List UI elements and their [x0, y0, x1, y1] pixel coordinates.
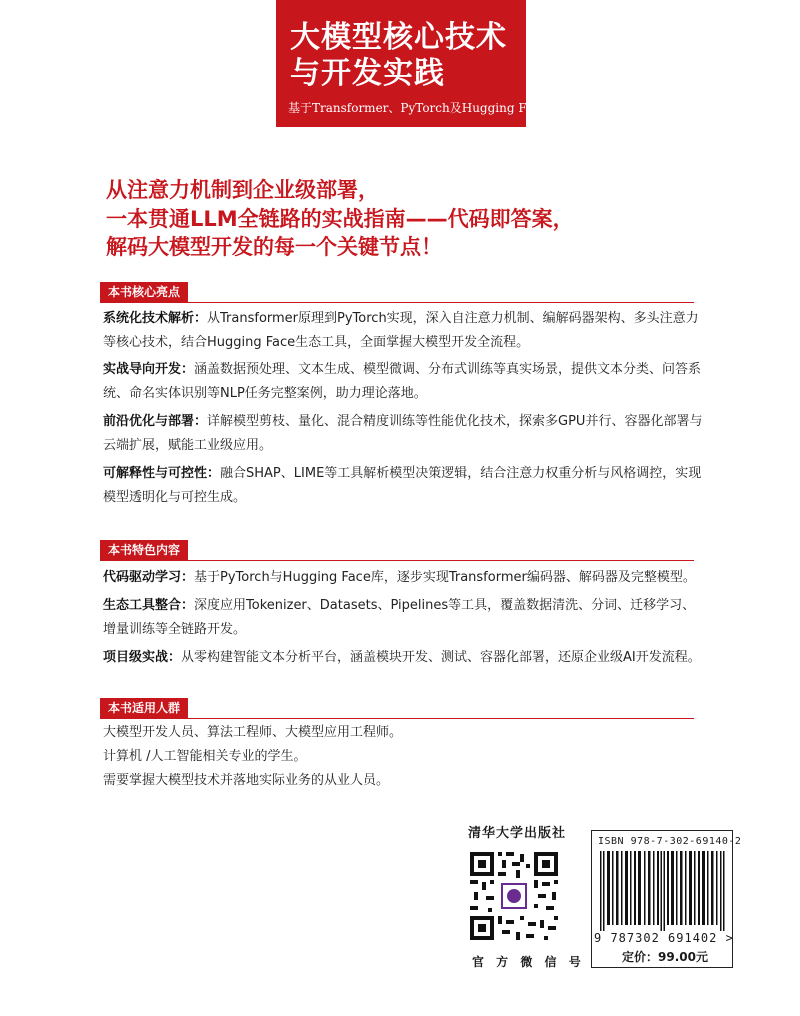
highlight-item-body: 融合SHAP、LIME等工具解析模型决策逻辑，结合注意力权重分析与风格调控，实现模型透明化与可控生成。	[103, 466, 702, 505]
highlight-item-body: 详解模型剪枝、量化、混合精度训练等性能优化技术，探索多GPU并行、容器化部署与云端扩展，赋能工业级应用。	[103, 414, 703, 453]
highlight-item	[103, 462, 703, 510]
audience-item: 大模型开发人员、算法工程师、大模型应用工程师。	[103, 725, 403, 740]
feature-item-head: 项目级实战：	[103, 650, 182, 665]
isbn-barcode	[591, 830, 742, 968]
feature-item	[103, 566, 703, 590]
slogan-line3: 解码大模型开发的每一个关键节点！	[106, 235, 442, 259]
section-divider	[100, 302, 694, 303]
section-label-features: 本书特色内容	[100, 540, 188, 560]
section-divider	[100, 718, 694, 719]
highlight-item-head: 前沿优化与部署：	[103, 414, 208, 429]
wechat-label: 官 方 微 信 号	[472, 955, 585, 969]
highlight-item	[103, 358, 703, 406]
ean-digits: 9 787302 691402 >	[594, 931, 734, 945]
feature-item-body: 深度应用Tokenizer、Datasets、Pipelines等工具，覆盖数据清洗、分词、迁移学习、增量训练等全链路开发。	[103, 598, 696, 637]
section-divider	[100, 560, 694, 561]
highlight-item-body: 涵盖数据预处理、文本生成、模型微调、分布式训练等真实场景，提供文本分类、问答系统、命名实体识别等NLP任务完整案例，助力理论落地。	[103, 362, 702, 401]
section-label-audience: 本书适用人群	[100, 698, 188, 718]
highlight-item-head: 实战导向开发：	[103, 362, 195, 377]
highlight-item-body: 从Transformer原理到PyTorch实现，深入自注意力机制、编解码器架构、多头注意力等核心技术，结合Hugging Face生态工具，全面掌握大模型开发全流程。	[103, 311, 699, 350]
feature-item	[103, 646, 703, 670]
book-subtitle: 基于Transformer、PyTorch及Hugging Face	[288, 101, 547, 115]
highlight-item	[103, 410, 703, 458]
qr-code-icon	[468, 850, 560, 942]
feature-item-head: 代码驱动学习：	[103, 570, 195, 585]
publisher-name: 清华大学出版社	[468, 826, 567, 841]
highlight-item	[103, 307, 703, 355]
barcode-icon	[598, 851, 726, 931]
audience-item: 需要掌握大模型技术并落地实际业务的从业人员。	[103, 773, 390, 788]
feature-item-body: 从零构建智能文本分析平台，涵盖模块开发、测试、容器化部署，还原企业级AI开发流程。	[181, 650, 701, 665]
slogan-line2: 一本贯通LLM全链路的实战指南——代码即答案，	[106, 207, 574, 231]
isbn-number: ISBN 978-7-302-69140-2	[598, 836, 742, 847]
slogan-line1: 从注意力机制到企业级部署，	[106, 178, 379, 202]
feature-item-head: 生态工具整合：	[103, 598, 195, 613]
book-title-line1: 大模型核心技术	[290, 20, 507, 55]
highlight-item-head: 可解释性与可控性：	[103, 466, 221, 481]
feature-item-body: 基于PyTorch与Hugging Face库，逐步实现Transformer编码器、解码器及完整模型。	[194, 570, 696, 585]
feature-item	[103, 594, 703, 642]
highlight-item-head: 系统化技术解析：	[103, 311, 208, 326]
book-price: 定价：99.00元	[622, 950, 708, 964]
cover-title-block	[276, 0, 547, 127]
audience-item: 计算机 /人工智能相关专业的学生。	[103, 749, 307, 764]
section-label-highlights: 本书核心亮点	[100, 282, 188, 302]
book-title-line2: 与开发实践	[290, 56, 445, 91]
